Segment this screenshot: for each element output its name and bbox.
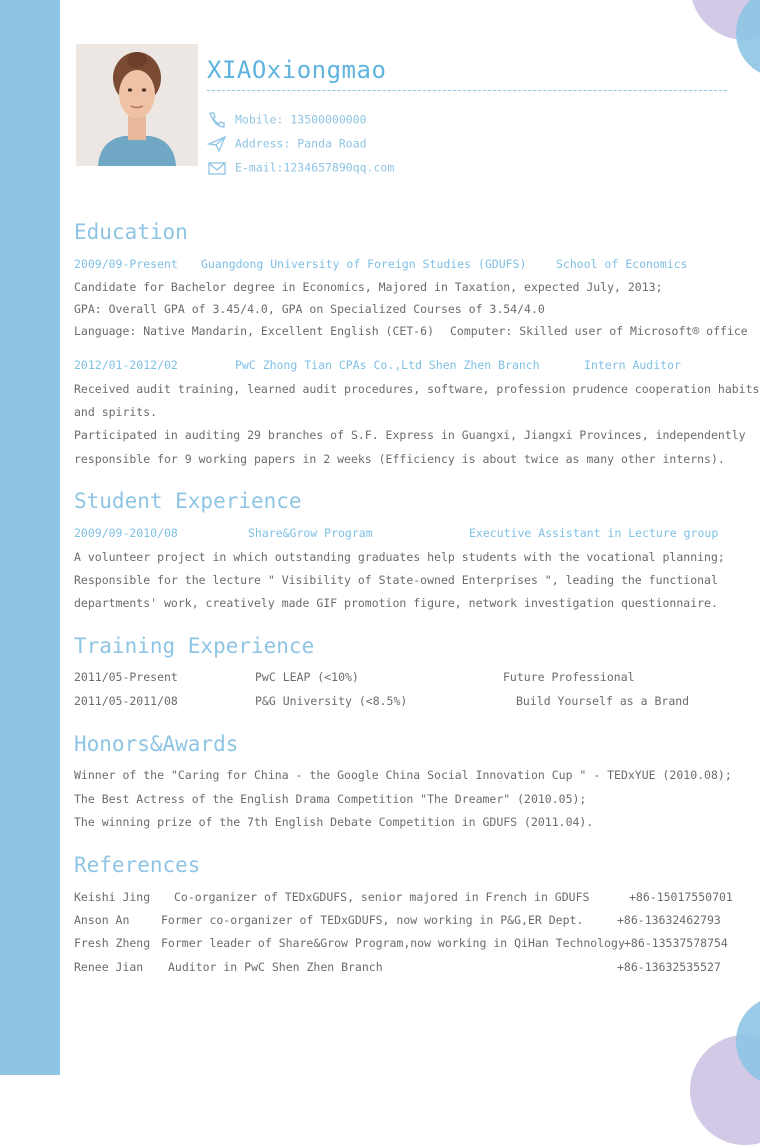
training-program: PwC LEAP (<10%) <box>255 670 359 684</box>
ref-desc: Former co-organizer of TEDxGDUFS, now working in P&G,ER Dept. <box>161 913 584 927</box>
candidate-name: XIAOxiongmao <box>207 56 387 84</box>
edu1-degree: Candidate for Bachelor degree in Economics, Majored in Taxation, expected July, 2013; <box>74 280 663 294</box>
edu2-date: 2012/01-2012/02 <box>74 358 178 372</box>
student-line: departments' work, creatively made GIF promotion figure, network investigation questionnaire. <box>74 596 718 610</box>
edu1-school: Guangdong University of Foreign Studies (GDUFS) <box>201 257 527 271</box>
student-heading: Student Experience <box>74 489 302 513</box>
edu1-gpa: GPA: Overall GPA of 3.45/4.0, GPA on Specialized Courses of 3.54/4.0 <box>74 302 545 316</box>
education-heading: Education <box>74 220 188 244</box>
edu2-line: responsible for 9 working papers in 2 weeks (Efficiency is about twice as many other interns). <box>74 452 725 466</box>
contact-email <box>207 159 394 177</box>
training-date: 2011/05-Present <box>74 670 178 684</box>
edu1-dept: School of Economics <box>556 257 688 271</box>
ref-phone: +86-13632535527 <box>617 960 721 974</box>
edu2-role: Intern Auditor <box>584 358 681 372</box>
training-award: Future Professional <box>503 670 635 684</box>
name-divider <box>207 90 727 91</box>
edu1-date: 2009/09-Present <box>74 257 178 271</box>
contact-address <box>207 135 367 153</box>
ref-desc: Former leader of Share&Grow Program,now working in QiHan Technology <box>161 936 625 950</box>
ref-desc: Co-organizer of TEDxGDUFS, senior majored in French in GDUFS <box>174 890 590 904</box>
training-heading: Training Experience <box>74 634 315 658</box>
address-text: Address: Panda Road <box>235 136 367 151</box>
training-date: 2011/05-2011/08 <box>74 694 178 708</box>
student-date: 2009/09-2010/08 <box>74 526 178 540</box>
student-org: Share&Grow Program <box>248 526 373 540</box>
ref-name: Renee Jian <box>74 960 144 974</box>
honor-line: Winner of the "Caring for China - the Google China Social Innovation Cup " - TEDxYUE (2010.08); <box>74 768 732 782</box>
honor-line: The winning prize of the 7th English Debate Competition in GDUFS (2011.04). <box>74 815 594 829</box>
honor-line: The Best Actress of the English Drama Competition "The Dreamer" (2010.05); <box>74 792 587 806</box>
send-icon <box>207 135 227 153</box>
phone-icon <box>207 111 227 129</box>
ref-name: Keishi Jing <box>74 890 151 904</box>
ref-desc: Auditor in PwC Shen Zhen Branch <box>168 960 383 974</box>
ref-name: Anson An <box>74 913 130 927</box>
honors-heading: Honors&Awards <box>74 732 239 756</box>
student-line: Responsible for the lecture " Visibility of State-owned Enterprises ", leading the functional <box>74 573 718 587</box>
training-award: Build Yourself as a Brand <box>516 694 690 708</box>
edu2-org: PwC Zhong Tian CPAs Co.,Ltd Shen Zhen Branch <box>235 358 540 372</box>
edu1-language: Language: Native Mandarin, Excellent English (CET-6) <box>74 324 435 338</box>
email-text: E-mail:1234657890qq.com <box>235 160 395 175</box>
training-program: P&G University (<8.5%) <box>255 694 408 708</box>
mail-icon <box>207 159 227 177</box>
ref-name: Fresh Zheng <box>74 936 151 950</box>
edu2-line: Received audit training, learned audit procedures, software, profession prudence cooperation habits <box>74 382 760 396</box>
student-role: Executive Assistant in Lecture group <box>469 526 719 540</box>
references-heading: References <box>74 853 201 877</box>
contact-mobile <box>207 111 367 129</box>
edu1-computer: Computer: Skilled user of Microsoft® office <box>450 324 748 338</box>
student-line: A volunteer project in which outstanding graduates help students with the vocational planning; <box>74 550 725 564</box>
edu2-line: Participated in auditing 29 branches of S.F. Express in Guangxi, Jiangxi Provinces, independently <box>74 428 746 442</box>
ref-phone: +86-15017550701 <box>629 890 733 904</box>
edu2-line: and spirits. <box>74 405 158 419</box>
mobile-text: Mobile: 13500000000 <box>235 112 367 127</box>
left-sidebar-band <box>0 0 60 1075</box>
ref-phone: +86-13632462793 <box>617 913 721 927</box>
ref-phone: +86-13537578754 <box>624 936 728 950</box>
profile-photo <box>76 44 198 166</box>
